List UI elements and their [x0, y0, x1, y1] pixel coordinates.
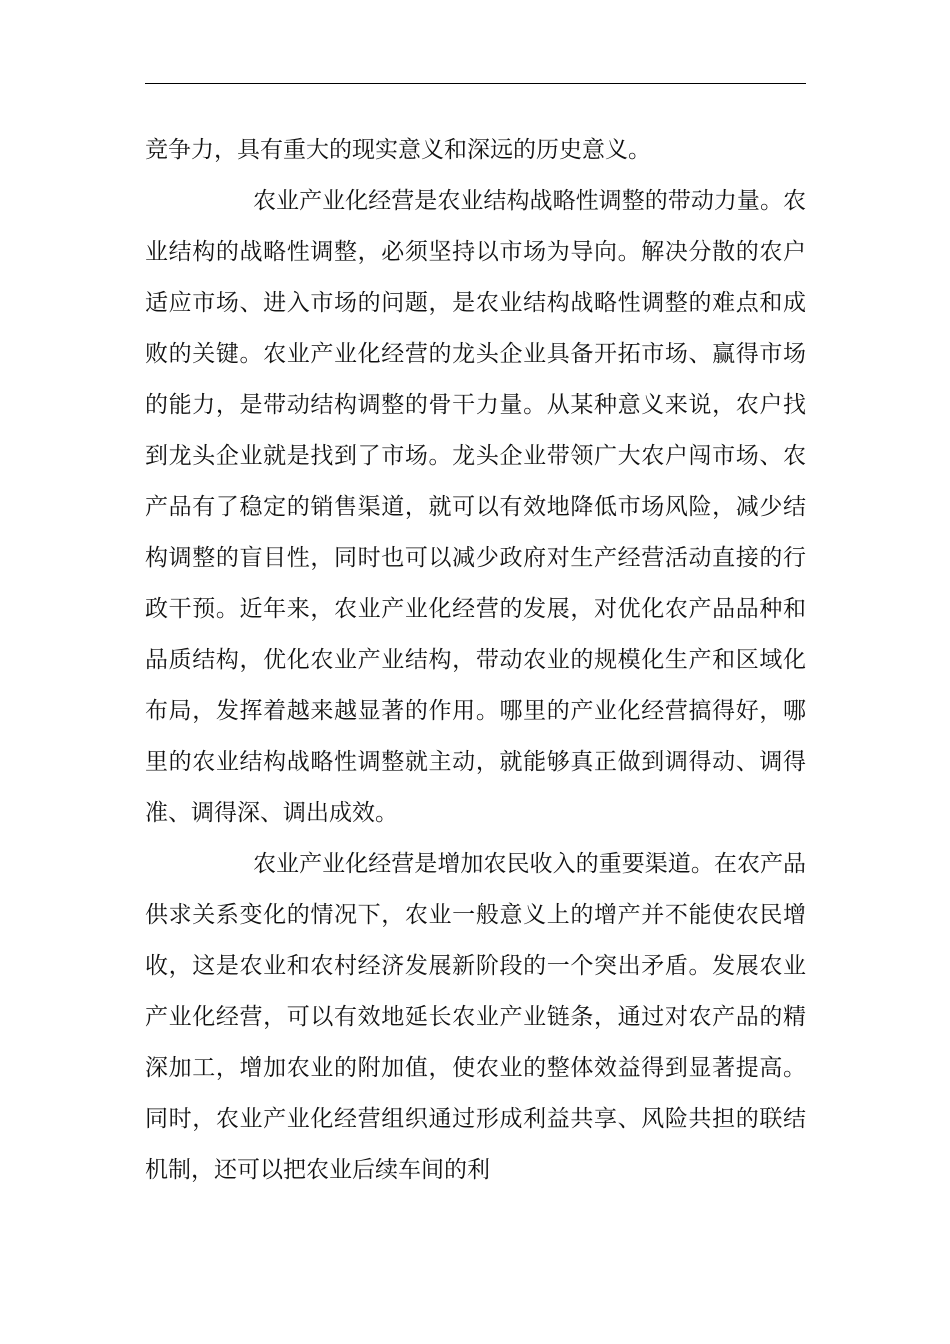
header-rule [145, 83, 806, 84]
paragraph-structural-adjustment: 农业产业化经营是农业结构战略性调整的带动力量。农业结构的战略性调整，必须坚持以市场为导向。解决分散的农户适应市场、进入市场的问题，是农业结构战略性调整的难点和成败的关键。农业产业化经营的龙头企业具备开拓市场、赢得市场的能力，是带动结构调整的骨干力量。从某种意义来说，农户找到龙头企业就是找到了市场。龙头企业带领广大农户闯市场、农产品有了稳定的销售渠道，就可以有效地降低市场风险，减少结构调整的盲目性，同时也可以减少政府对生产经营活动直接的行政干预。近年来，农业产业化经营的发展，对优化农产品品种和品质结构，优化农业产业结构，带动农业的规模化生产和区域化布局，发挥着越来越显著的作用。哪里的产业化经营搞得好，哪里的农业结构战略性调整就主动，就能够真正做到调得动、调得准、调得深、调出成效。 [145, 188, 806, 826]
paragraph-continuation: 竞争力，具有重大的现实意义和深远的历史意义。 [145, 137, 651, 163]
document-body [145, 125, 806, 1196]
paragraph-farmer-income: 农业产业化经营是增加农民收入的重要渠道。在农产品供求关系变化的情况下，农业一般意义上的增产并不能使农民增收，这是农业和农村经济发展新阶段的一个突出矛盾。发展农业产业化经营，可以有效地延长农业产业链条，通过对农产品的精深加工，增加农业的附加值，使农业的整体效益得到显著提高。同时，农业产业化经营组织通过形成利益共享、风险共担的联结机制，还可以把农业后续车间的利 [145, 851, 806, 1183]
